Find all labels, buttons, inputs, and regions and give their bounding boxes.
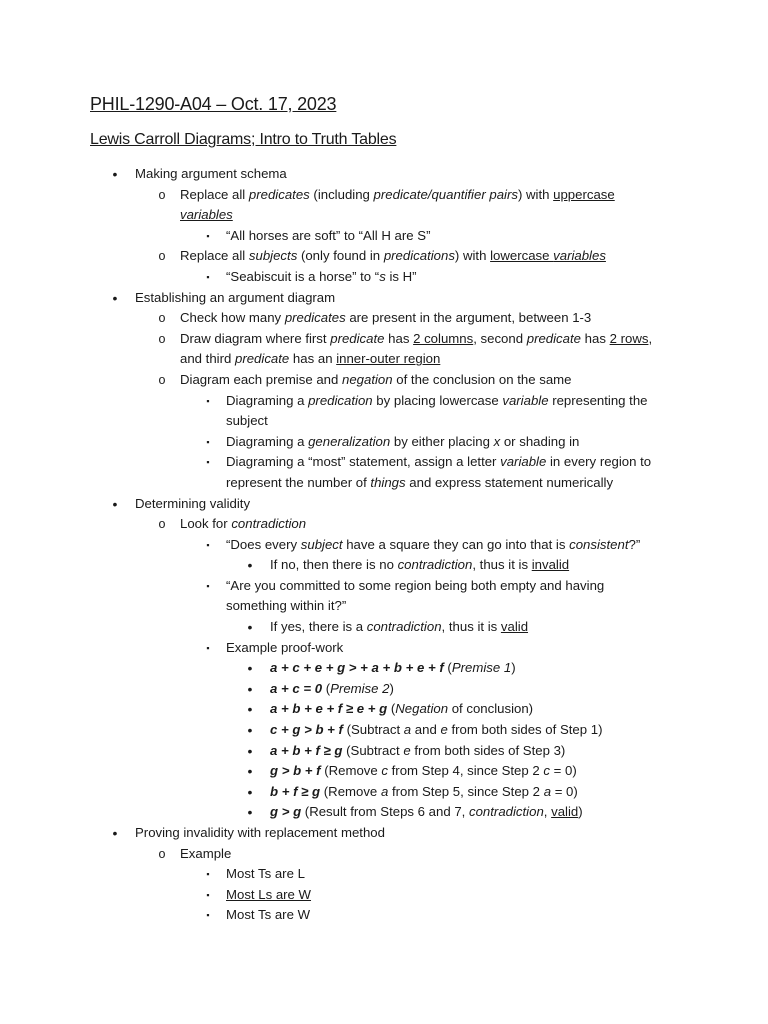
- bullet-marker: •: [112, 495, 118, 512]
- text-run: predicate/quantifier pairs: [373, 186, 518, 202]
- text-run: subject: [226, 413, 268, 429]
- text-run: Determining validity: [135, 495, 251, 511]
- text-run: Draw diagram where first: [180, 330, 331, 346]
- list-item: [0, 370, 768, 391]
- text-run: “Are you committed to some region being both empty and having: [226, 577, 605, 593]
- text-run: is H”: [385, 268, 417, 284]
- list-item-text: [226, 535, 640, 556]
- text-run: (: [443, 660, 452, 676]
- text-run: (: [322, 680, 331, 696]
- list-item: [0, 246, 768, 267]
- bullet-marker: •: [247, 763, 253, 780]
- list-item: [0, 555, 768, 576]
- text-run: Proving invalidity with replacement method: [135, 825, 385, 840]
- bullet-marker: •: [247, 680, 253, 697]
- text-run: variables: [553, 248, 606, 264]
- bullet-marker: ▪: [206, 642, 210, 653]
- list-item-text: [226, 226, 430, 247]
- text-run: variables: [180, 207, 233, 223]
- text-run: from Step 5, since Step 2: [388, 783, 544, 799]
- list-item-text: [226, 432, 579, 453]
- bullet-marker: o: [158, 372, 166, 387]
- text-run: a: [543, 783, 552, 799]
- text-run: Most Ts are W: [226, 907, 311, 923]
- list-item: [0, 452, 768, 473]
- list-item: [0, 844, 768, 865]
- list-item: [0, 164, 768, 185]
- list-item-continuation: [0, 349, 768, 370]
- text-run: s: [379, 268, 386, 284]
- list-item-text: [226, 864, 305, 885]
- bullet-marker: o: [158, 331, 166, 346]
- text-run: c + g > b + f: [270, 722, 343, 738]
- text-run: , second: [473, 330, 527, 346]
- list-item-text: [270, 720, 602, 741]
- list-item: [0, 432, 768, 453]
- text-run: “Seabiscuit is a horse” to “: [226, 268, 380, 284]
- document-subtitle: Lewis Carroll Diagrams; Intro to Truth Tables: [90, 131, 397, 148]
- text-run: c: [543, 763, 550, 779]
- text-run: x: [493, 433, 501, 449]
- text-run: contradiction: [366, 619, 442, 635]
- text-run: e: [440, 722, 448, 738]
- bullet-marker: •: [112, 825, 118, 841]
- text-run: ): [511, 660, 516, 676]
- text-run: Most Ts are L: [226, 866, 305, 882]
- document-title: PHIL-1290-A04 – Oct. 17, 2023: [90, 94, 337, 114]
- text-run: predicate: [235, 351, 290, 367]
- list-item: [0, 802, 768, 823]
- list-item-text: [180, 185, 615, 206]
- text-run: (Remove: [320, 763, 382, 779]
- text-run: (only found in: [297, 248, 384, 264]
- text-run: c: [381, 763, 388, 779]
- list-item: [0, 576, 768, 597]
- list-item-text: [270, 699, 533, 720]
- bullet-marker: ▪: [206, 910, 210, 921]
- text-run: ): [578, 804, 583, 820]
- list-item-text: [270, 679, 394, 700]
- bullet-marker: •: [247, 742, 253, 759]
- list-item-text: [135, 164, 287, 185]
- text-run: g > b + f: [270, 763, 321, 779]
- text-run: ,: [543, 804, 552, 820]
- text-run: generalization: [308, 433, 391, 449]
- list-item-text: [226, 638, 343, 659]
- text-run: variable: [502, 392, 549, 408]
- list-item: [0, 741, 768, 762]
- text-run: ): [389, 680, 394, 696]
- list-item: [0, 699, 768, 720]
- list-item: [0, 638, 768, 659]
- list-item: [0, 905, 768, 926]
- list-item-text: [226, 391, 648, 412]
- bullet-marker: ▪: [206, 271, 210, 282]
- text-run: or shading in: [500, 433, 580, 449]
- list-item-text: [270, 741, 565, 762]
- bullet-marker: ▪: [206, 230, 210, 241]
- list-item: [0, 679, 768, 700]
- text-run: Check how many: [180, 310, 285, 326]
- list-item-text: [180, 329, 652, 350]
- text-run: (: [387, 701, 396, 717]
- text-run: (Subtract: [342, 722, 404, 738]
- bullet-marker: ▪: [206, 869, 210, 880]
- text-run: variable: [500, 454, 547, 470]
- list-item: [0, 823, 768, 844]
- text-run: in every region to: [546, 454, 652, 470]
- bullet-marker: o: [158, 311, 166, 326]
- list-item-text: [180, 205, 233, 226]
- text-run: of the conclusion on the same: [392, 371, 572, 387]
- text-run: Replace all: [180, 186, 249, 202]
- text-run: a: [403, 722, 412, 738]
- text-run: Example proof-work: [226, 639, 344, 655]
- text-run: Premise 1: [451, 660, 512, 676]
- list-item-text: [270, 802, 583, 823]
- list-item-text: [180, 514, 306, 535]
- text-run: = 0): [549, 763, 577, 779]
- list-item-text: [180, 844, 231, 865]
- list-item-text: [226, 267, 417, 288]
- list-item: [0, 514, 768, 535]
- bullet-marker: o: [158, 187, 166, 202]
- list-item: [0, 720, 768, 741]
- text-run: valid: [500, 619, 529, 635]
- text-run: predicate: [526, 330, 581, 346]
- list-item: [0, 761, 768, 782]
- text-run: something within it?”: [226, 598, 347, 614]
- text-run: If yes, there is a: [270, 619, 367, 635]
- list-item-continuation: [0, 473, 768, 494]
- bullet-marker: •: [247, 783, 253, 800]
- text-run: Look for: [180, 516, 232, 532]
- bullet-marker: ▪: [206, 580, 210, 591]
- list-item-text: [180, 349, 440, 370]
- list-item-text: [226, 596, 346, 617]
- bullet-marker: •: [247, 701, 253, 718]
- text-run: contradiction: [231, 516, 307, 532]
- text-run: has: [581, 330, 610, 346]
- list-item: [0, 391, 768, 412]
- text-run: of conclusion): [448, 701, 534, 717]
- text-run: from both sides of Step 3): [410, 742, 566, 758]
- text-run: and express statement numerically: [405, 474, 614, 490]
- bullet-marker: ▪: [206, 395, 210, 406]
- text-run: represent the number of: [226, 474, 371, 490]
- text-run: ) with: [454, 248, 491, 264]
- list-item-text: [180, 308, 591, 329]
- text-run: Establishing an argument diagram: [135, 289, 336, 305]
- list-item-text: [226, 452, 651, 473]
- list-item-text: [270, 658, 516, 679]
- bullet-marker: ▪: [206, 436, 210, 447]
- list-item-text: [270, 761, 577, 782]
- text-run: If no, then there is no: [270, 557, 398, 573]
- text-run: predicates: [284, 310, 346, 326]
- text-run: , thus it is: [441, 619, 501, 635]
- bullet-marker: ▪: [206, 539, 210, 550]
- text-run: by either placing: [390, 433, 494, 449]
- text-run: 2 rows: [609, 330, 649, 346]
- list-item: [0, 288, 768, 309]
- text-run: things: [370, 474, 406, 490]
- bullet-marker: ▪: [206, 889, 210, 900]
- notes-outline: [0, 164, 768, 926]
- text-run: by placing lowercase: [372, 392, 503, 408]
- text-run: Example: [180, 845, 232, 861]
- bullet-marker: ▪: [206, 457, 210, 468]
- text-run: , thus it is: [472, 557, 532, 573]
- list-item-text: [270, 555, 569, 576]
- list-item: [0, 308, 768, 329]
- list-item-continuation: [0, 205, 768, 226]
- list-item-text: [270, 782, 578, 803]
- list-item-text: [226, 473, 613, 494]
- list-item: [0, 267, 768, 288]
- text-run: from both sides of Step 1): [447, 722, 603, 738]
- text-run: invalid: [531, 557, 570, 573]
- text-run: a: [380, 783, 389, 799]
- text-run: (Remove: [320, 783, 381, 799]
- list-item-text: [180, 370, 571, 391]
- text-run: Diagraming a: [226, 392, 309, 408]
- list-item-text: [135, 823, 385, 844]
- text-run: a + c = 0: [270, 680, 323, 696]
- list-item: [0, 535, 768, 556]
- list-item: [0, 329, 768, 350]
- text-run: Diagram each premise and: [180, 371, 342, 387]
- text-run: and third: [180, 351, 235, 367]
- text-run: ?”: [628, 536, 641, 552]
- list-item-text: [135, 494, 250, 515]
- text-run: and: [411, 722, 441, 738]
- list-item-text: [226, 905, 310, 926]
- bullet-marker: •: [247, 619, 253, 636]
- list-item: [0, 226, 768, 247]
- text-run: have a square they can go into that is: [342, 536, 570, 552]
- text-run: contradiction: [397, 557, 473, 573]
- text-run: = 0): [551, 783, 578, 799]
- text-run: a + c + e + g > + a + b + e + f: [270, 660, 444, 676]
- text-run: contradiction: [469, 804, 544, 820]
- text-run: uppercase: [553, 186, 615, 202]
- list-item-text: [226, 411, 268, 432]
- text-run: subjects: [248, 248, 298, 264]
- text-run: Negation: [395, 701, 449, 717]
- list-item-continuation: [0, 411, 768, 432]
- text-run: from Step 4, since Step 2: [387, 763, 544, 779]
- text-run: subject: [300, 536, 343, 552]
- text-run: negation: [342, 371, 393, 387]
- text-run: Making argument schema: [135, 166, 287, 181]
- list-item-continuation: [0, 596, 768, 617]
- text-run: has: [384, 330, 414, 346]
- bullet-marker: •: [247, 722, 253, 739]
- text-run: lowercase: [490, 248, 554, 264]
- text-run: valid: [551, 804, 579, 820]
- list-item: [0, 494, 768, 515]
- text-run: has an: [289, 351, 337, 367]
- text-run: (Result from Steps 6 and 7,: [301, 804, 469, 820]
- text-run: representing the: [548, 392, 648, 408]
- bullet-marker: •: [112, 166, 118, 182]
- text-run: ,: [648, 330, 653, 346]
- list-item: [0, 658, 768, 679]
- list-item-text: [226, 885, 311, 906]
- text-run: predicates: [248, 186, 310, 202]
- text-run: consistent: [569, 536, 629, 552]
- text-run: predication: [308, 392, 373, 408]
- text-run: 2 columns: [413, 330, 474, 346]
- list-item-text: [270, 617, 528, 638]
- text-run: a + b + e + f ≥ e + g: [270, 701, 388, 717]
- text-run: “All horses are soft” to “All H are S”: [226, 227, 431, 243]
- text-run: Most Ls are W: [226, 886, 312, 902]
- text-run: a + b + f ≥ g: [270, 742, 343, 758]
- list-item-text: [180, 246, 606, 267]
- bullet-marker: •: [247, 557, 253, 574]
- text-run: inner-outer region: [336, 351, 441, 367]
- list-item: [0, 864, 768, 885]
- text-run: e: [403, 742, 411, 758]
- text-run: Diagraming a: [226, 433, 309, 449]
- text-run: b + f ≥ g: [270, 783, 321, 799]
- bullet-marker: o: [158, 846, 166, 861]
- text-run: ) with: [517, 186, 554, 202]
- list-item: [0, 617, 768, 638]
- text-run: are present in the argument, between 1-3: [345, 310, 592, 326]
- list-item: [0, 885, 768, 906]
- text-run: “Does every: [226, 536, 301, 552]
- bullet-marker: o: [158, 517, 166, 532]
- text-run: Replace all: [180, 248, 249, 264]
- text-run: predicate: [330, 330, 385, 346]
- text-run: predications: [383, 248, 455, 264]
- list-item: [0, 185, 768, 206]
- list-item: [0, 782, 768, 803]
- text-run: (Subtract: [342, 742, 404, 758]
- list-item-text: [135, 288, 335, 309]
- text-run: Premise 2: [330, 680, 390, 696]
- text-run: Diagraming a “most” statement, assign a letter: [226, 454, 501, 470]
- list-item-text: [226, 576, 604, 597]
- bullet-marker: •: [247, 660, 253, 677]
- bullet-marker: •: [112, 289, 118, 306]
- bullet-marker: •: [247, 804, 253, 821]
- text-run: g > g: [270, 804, 302, 820]
- bullet-marker: o: [158, 249, 166, 264]
- text-run: (including: [309, 186, 374, 202]
